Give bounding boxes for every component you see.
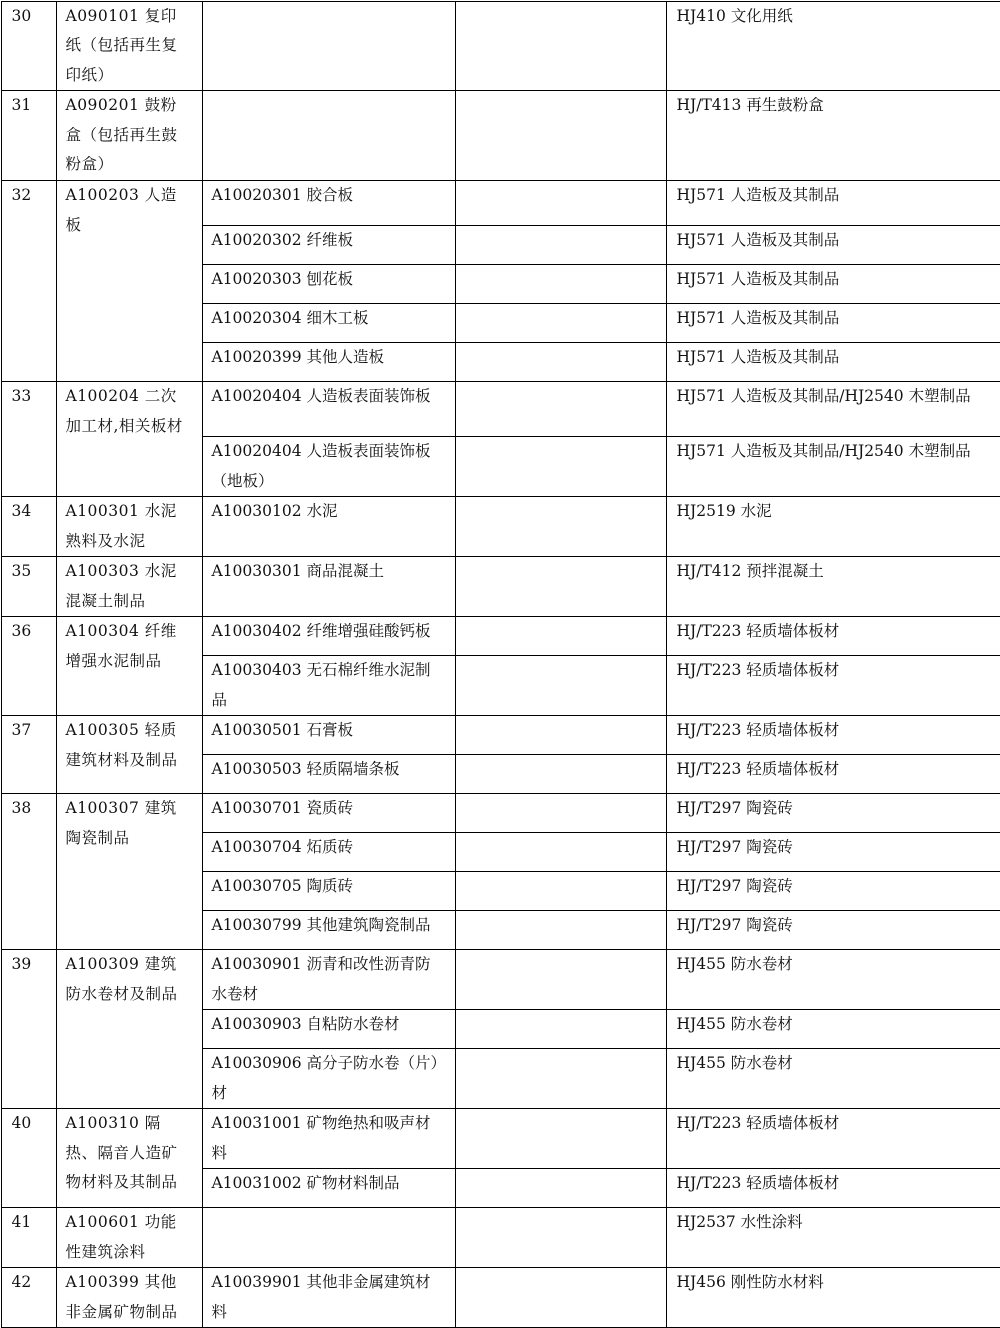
item-name: A100307 建筑陶瓷制品 — [56, 794, 202, 950]
standard: HJ571 人造板及其制品/HJ2540 木塑制品 — [666, 437, 1000, 497]
item-name: A100309 建筑防水卷材及制品 — [56, 950, 202, 1109]
blank-cell — [455, 1208, 666, 1268]
sub-item: A10020399 其他人造板 — [202, 343, 455, 382]
table-row — [1, 1, 1000, 91]
sub-item: A10020304 细木工板 — [202, 304, 455, 343]
standard: HJ455 防水卷材 — [666, 1049, 1000, 1109]
table-row — [1, 950, 1000, 1010]
row-number: 38 — [1, 794, 56, 950]
sub-item: A10020404 人造板表面装饰板（地板） — [202, 437, 455, 497]
blank-cell — [455, 304, 666, 343]
sub-item: A10031001 矿物绝热和吸声材料 — [202, 1109, 455, 1169]
item-name: A090101 复印纸（包括再生复印纸） — [56, 1, 202, 91]
sub-item — [202, 91, 455, 181]
standard: HJ/T297 陶瓷砖 — [666, 794, 1000, 833]
item-name: A090201 鼓粉盒（包括再生鼓粉盒） — [56, 91, 202, 181]
sub-item — [202, 1208, 455, 1268]
table-row — [1, 181, 1000, 226]
sub-item: A10030102 水泥 — [202, 497, 455, 557]
sub-item: A10030704 炻质砖 — [202, 833, 455, 872]
standard: HJ571 人造板及其制品 — [666, 265, 1000, 304]
sub-item: A10030903 自粘防水卷材 — [202, 1010, 455, 1049]
table-row — [1, 617, 1000, 656]
standard: HJ455 防水卷材 — [666, 950, 1000, 1010]
blank-cell — [455, 794, 666, 833]
standard: HJ/T223 轻质墙体板材 — [666, 755, 1000, 794]
standard: HJ571 人造板及其制品/HJ2540 木塑制品 — [666, 382, 1000, 437]
blank-cell — [455, 617, 666, 656]
sub-item: A10030701 瓷质砖 — [202, 794, 455, 833]
standard: HJ410 文化用纸 — [666, 1, 1000, 91]
sub-item: A10030501 石膏板 — [202, 716, 455, 755]
blank-cell — [455, 382, 666, 437]
blank-cell — [455, 226, 666, 265]
item-name: A100304 纤维增强水泥制品 — [56, 617, 202, 716]
item-name: A100203 人造板 — [56, 181, 202, 382]
row-number: 32 — [1, 181, 56, 382]
row-number: 33 — [1, 382, 56, 497]
blank-cell — [455, 716, 666, 755]
sub-item: A10020302 纤维板 — [202, 226, 455, 265]
blank-cell — [455, 656, 666, 716]
standard: HJ2519 水泥 — [666, 497, 1000, 557]
row-number: 41 — [1, 1208, 56, 1268]
standard: HJ571 人造板及其制品 — [666, 343, 1000, 382]
row-number: 35 — [1, 557, 56, 617]
row-number: 30 — [1, 1, 56, 91]
sub-item — [202, 1, 455, 91]
blank-cell — [455, 911, 666, 950]
standard: HJ/T223 轻质墙体板材 — [666, 656, 1000, 716]
procurement-standards-table — [1, 1, 1000, 1328]
sub-item: A10030799 其他建筑陶瓷制品 — [202, 911, 455, 950]
standard: HJ/T297 陶瓷砖 — [666, 872, 1000, 911]
item-name: A100305 轻质建筑材料及制品 — [56, 716, 202, 794]
sub-item: A10030403 无石棉纤维水泥制品 — [202, 656, 455, 716]
standard: HJ455 防水卷材 — [666, 1010, 1000, 1049]
table-row — [1, 1268, 1000, 1328]
item-name: A100601 功能性建筑涂料 — [56, 1208, 202, 1268]
row-number: 39 — [1, 950, 56, 1109]
standard: HJ571 人造板及其制品 — [666, 226, 1000, 265]
blank-cell — [455, 1268, 666, 1328]
blank-cell — [455, 1169, 666, 1208]
table-row — [1, 1109, 1000, 1169]
table-row — [1, 1208, 1000, 1268]
row-number: 40 — [1, 1109, 56, 1208]
blank-cell — [455, 833, 666, 872]
standard: HJ/T297 陶瓷砖 — [666, 911, 1000, 950]
blank-cell — [455, 343, 666, 382]
row-number: 34 — [1, 497, 56, 557]
standard: HJ/T412 预拌混凝土 — [666, 557, 1000, 617]
blank-cell — [455, 497, 666, 557]
blank-cell — [455, 265, 666, 304]
blank-cell — [455, 1049, 666, 1109]
table-row — [1, 716, 1000, 755]
standard: HJ/T223 轻质墙体板材 — [666, 1109, 1000, 1169]
table-row — [1, 91, 1000, 181]
item-name: A100310 隔热、隔音人造矿物材料及其制品 — [56, 1109, 202, 1208]
standard: HJ/T413 再生鼓粉盒 — [666, 91, 1000, 181]
standard: HJ/T223 轻质墙体板材 — [666, 617, 1000, 656]
sub-item: A10030301 商品混凝土 — [202, 557, 455, 617]
blank-cell — [455, 1, 666, 91]
row-number: 31 — [1, 91, 56, 181]
row-number: 37 — [1, 716, 56, 794]
table-row — [1, 794, 1000, 833]
row-number: 36 — [1, 617, 56, 716]
sub-item: A10020301 胶合板 — [202, 181, 455, 226]
blank-cell — [455, 1109, 666, 1169]
sub-item: A10030906 高分子防水卷（片）材 — [202, 1049, 455, 1109]
sub-item: A10030901 沥青和改性沥青防水卷材 — [202, 950, 455, 1010]
standard: HJ2537 水性涂料 — [666, 1208, 1000, 1268]
sub-item: A10020303 刨花板 — [202, 265, 455, 304]
standard: HJ/T223 轻质墙体板材 — [666, 716, 1000, 755]
item-name: A100301 水泥熟料及水泥 — [56, 497, 202, 557]
blank-cell — [455, 755, 666, 794]
blank-cell — [455, 872, 666, 911]
standard: HJ571 人造板及其制品 — [666, 304, 1000, 343]
standard: HJ/T297 陶瓷砖 — [666, 833, 1000, 872]
table-row — [1, 557, 1000, 617]
item-name: A100303 水泥混凝土制品 — [56, 557, 202, 617]
sub-item: A10030503 轻质隔墙条板 — [202, 755, 455, 794]
standard: HJ456 刚性防水材料 — [666, 1268, 1000, 1328]
row-number: 42 — [1, 1268, 56, 1328]
sub-item: A10020404 人造板表面装饰板 — [202, 382, 455, 437]
table-row — [1, 497, 1000, 557]
item-name: A100399 其他非金属矿物制品 — [56, 1268, 202, 1328]
sub-item: A10031002 矿物材料制品 — [202, 1169, 455, 1208]
blank-cell — [455, 437, 666, 497]
blank-cell — [455, 1010, 666, 1049]
item-name: A100204 二次加工材,相关板材 — [56, 382, 202, 497]
blank-cell — [455, 950, 666, 1010]
sub-item: A10030402 纤维增强硅酸钙板 — [202, 617, 455, 656]
sub-item: A10030705 陶质砖 — [202, 872, 455, 911]
blank-cell — [455, 91, 666, 181]
sub-item: A10039901 其他非金属建筑材料 — [202, 1268, 455, 1328]
table-row — [1, 382, 1000, 437]
blank-cell — [455, 557, 666, 617]
blank-cell — [455, 181, 666, 226]
standard: HJ571 人造板及其制品 — [666, 181, 1000, 226]
standard: HJ/T223 轻质墙体板材 — [666, 1169, 1000, 1208]
